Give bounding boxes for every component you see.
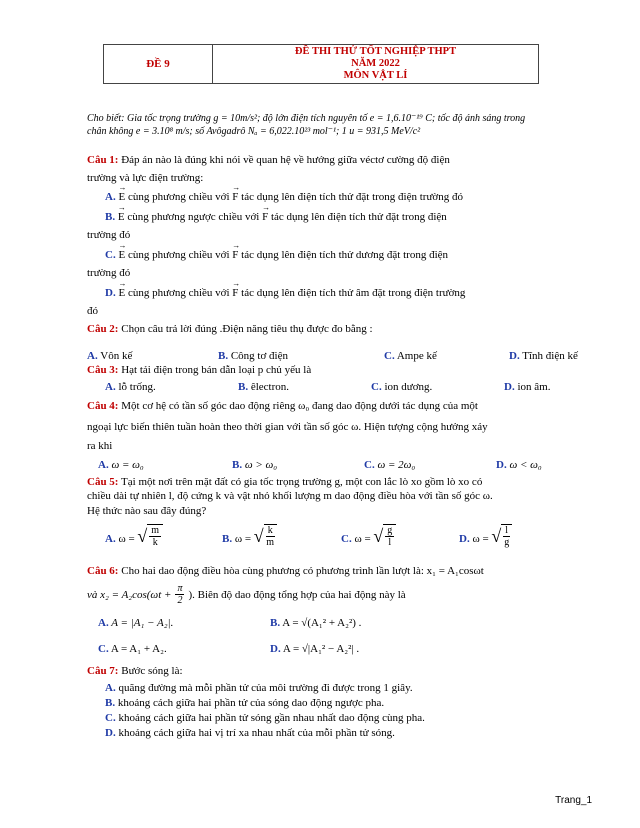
pi-over-2: [173, 583, 186, 606]
option-a-label: A.: [105, 533, 116, 545]
question-3-option-d: [504, 381, 550, 393]
frac-den: m: [266, 537, 275, 548]
option-a-label: A.: [98, 617, 109, 629]
option-a-text: quãng đường mà mỗi phần tử của môi trường đi được trong 1 giây.: [118, 682, 413, 694]
question-7-text: Bước sóng là:: [121, 665, 183, 677]
question-6: [87, 565, 484, 577]
option-b-label: B.: [232, 459, 243, 471]
vector-e: → E: [118, 191, 125, 203]
question-6-text-cont: [87, 583, 406, 606]
question-4-option-a: [98, 459, 144, 471]
option-b-label: B.: [105, 697, 116, 709]
option-b-text: khoảng cách giữa hai phần tử của sóng dao động ngược pha.: [117, 697, 385, 709]
option-c-label: C.: [105, 249, 116, 261]
option-d-label: D.: [459, 533, 470, 545]
frac-den: l: [388, 537, 392, 548]
question-4-option-d: [496, 459, 542, 471]
option-d-tail: tác dụng lên điện tích thử âm đặt trong điện trường: [241, 287, 466, 299]
option-c-text: Ampe kế: [396, 350, 437, 362]
option-d-text: cùng phương chiều với: [127, 287, 230, 299]
omega-eq: ω =: [354, 533, 371, 545]
question-3-option-c: [371, 381, 432, 393]
question-1-label: Câu 1:: [87, 154, 119, 166]
question-4-text-end: ra khi: [87, 440, 113, 452]
question-4-text: Một cơ hệ có tần số góc dao động riêng ω₀ đang dao động dưới tác dụng của một: [121, 400, 478, 412]
question-5-option-a: [105, 524, 163, 548]
question-5-option-b: [222, 524, 277, 548]
vector-e: → E: [118, 287, 125, 299]
option-a-label: A.: [105, 191, 116, 203]
question-7-option-c: [105, 712, 425, 724]
question-3-label: Câu 3:: [87, 364, 119, 376]
sqrt-symbol: √ $\frac{l}{g}$: [491, 524, 512, 548]
option-d-text: ion âm.: [517, 381, 551, 393]
option-a-text: Vôn kế: [100, 350, 133, 362]
option-c-label: C.: [371, 381, 382, 393]
option-c-label: C.: [364, 459, 375, 471]
frac-num: π: [177, 583, 183, 594]
question-1-option-d: [105, 287, 465, 299]
frac-num: m: [151, 525, 160, 536]
option-c-text: ω = 2ω₀: [377, 459, 416, 471]
vector-e: → E: [118, 249, 125, 261]
frac-num: k: [267, 525, 273, 536]
option-c-label: C.: [384, 350, 395, 362]
option-b-text: êlectron.: [250, 381, 290, 393]
option-b-text: A = √(A₁² + A₂²) .: [282, 617, 362, 629]
question-6-option-b: [270, 617, 361, 629]
question-3-option-a: [105, 381, 156, 393]
question-6-eq-start: và x₂ = A₂cos(ωt +: [87, 588, 172, 601]
option-b-label: B.: [270, 617, 281, 629]
page-number: Trang_1: [555, 795, 592, 806]
option-a-label: A.: [105, 381, 116, 393]
question-1-option-a: [105, 191, 463, 203]
omega-eq: ω =: [118, 533, 135, 545]
question-4-option-b: [232, 459, 277, 471]
exam-code: ĐỀ 9: [104, 45, 213, 83]
option-b-label: B.: [218, 350, 229, 362]
question-5-option-d: [459, 524, 512, 548]
option-d-label: D.: [270, 643, 281, 655]
question-6-option-d: [270, 643, 359, 655]
option-b-label: B.: [105, 211, 116, 223]
frac-den: g: [504, 537, 510, 548]
option-c-label: C.: [105, 712, 116, 724]
vector-e: → E: [118, 211, 125, 223]
option-a-label: A.: [87, 350, 98, 362]
option-d-label: D.: [504, 381, 515, 393]
option-c-text: cùng phương chiều với: [127, 249, 230, 261]
vector-f: → F: [262, 211, 268, 223]
question-1-text-cont: trường và lực điện trường:: [87, 172, 204, 184]
option-c-text: ion dương.: [384, 381, 433, 393]
exam-header: [103, 44, 539, 84]
option-d-label: D.: [496, 459, 507, 471]
title-line-2: NĂM 2022: [351, 58, 400, 69]
option-c-label: C.: [98, 643, 109, 655]
sqrt-symbol: √ $\frac{m}{k}$: [137, 524, 163, 548]
question-1-option-d-cont: đó: [87, 305, 98, 317]
option-b-text: cùng phương ngược chiều với: [127, 211, 260, 223]
question-6-text: Cho hai dao động điều hòa cùng phương có phương trình lần lượt là: x₁ = A₁cosωt: [121, 565, 484, 577]
question-7-option-b: [105, 697, 384, 709]
frac-den: k: [152, 537, 158, 548]
question-2-text: Chọn câu trả lời đúng .Điện năng tiêu thụ được đo bằng :: [121, 323, 373, 335]
question-6-option-c: [98, 643, 167, 655]
option-a-tail: tác dụng lên điện tích thử đặt trong điện trường đó: [241, 191, 463, 203]
question-1: [87, 154, 450, 166]
question-5-option-c: [341, 524, 396, 548]
option-c-label: C.: [341, 533, 352, 545]
option-b-label: B.: [238, 381, 249, 393]
question-1-text: Đáp án nào là đúng khi nói về quan hệ về hướng giữa véctơ cường độ điện: [121, 154, 450, 166]
question-7-option-a: [105, 682, 413, 694]
question-2: [87, 323, 373, 335]
question-4-label: Câu 4:: [87, 400, 119, 412]
vector-f: → F: [232, 249, 238, 261]
vector-f: → F: [232, 287, 238, 299]
given-constants-line-1: Cho biết: Gia tốc trọng trường g = 10m/s²; độ lớn điện tích nguyên tố e = 1,6.10⁻¹⁹ C; tốc độ ánh sáng trong: [87, 113, 526, 124]
option-c-text: khoảng cách giữa hai phần tử sóng gần nhau nhất dao động cùng pha.: [118, 712, 425, 724]
option-b-label: B.: [222, 533, 233, 545]
option-d-text: khoảng cách giữa hai vị trí xa nhau nhất của mỗi phần tử sóng.: [118, 727, 395, 739]
question-5: [87, 476, 482, 488]
option-a-text: A = |A₁ − A₂|.: [111, 617, 174, 629]
vector-f: → F: [232, 191, 238, 203]
question-6-option-a: [98, 617, 173, 629]
option-d-text: Tĩnh điện kế: [522, 350, 578, 362]
option-a-label: A.: [105, 682, 116, 694]
question-2-option-c: [384, 350, 437, 362]
option-c-tail: tác dụng lên điện tích thử dương đặt trong điện: [241, 249, 449, 261]
omega-eq: ω =: [234, 533, 252, 545]
question-2-option-d: [509, 350, 578, 362]
question-1-option-c: [105, 249, 448, 261]
option-d-text: A = √|A₁² − A₂²| .: [282, 643, 360, 655]
question-1-option-b: [105, 211, 447, 223]
option-b-tail: tác dụng lên điện tích thử đặt trong điện: [270, 211, 447, 223]
question-1-option-c-cont: trường đó: [87, 267, 131, 279]
question-7-option-d: [105, 727, 395, 739]
option-a-text: ω = ω₀: [111, 459, 144, 471]
exam-title: [213, 45, 538, 83]
question-5-text: Tại một nơi trên mặt đất có gia tốc trọng trường g, một con lắc lò xo gồm lò xo có: [121, 476, 483, 488]
question-4-text-cont: ngoại lực biến thiên tuần hoàn theo thời gian với tần số góc ω. Hiện tượng cộng hưởng xảy: [87, 421, 488, 433]
question-7-label: Câu 7:: [87, 665, 119, 677]
question-6-eq-end: ). Biên độ dao động tổng hợp của hai động này là: [188, 588, 406, 601]
option-c-text: A = A₁ + A₂.: [110, 643, 167, 655]
question-3-text: Hạt tải điện trong bán dẫn loại p chủ yếu là: [121, 364, 312, 376]
question-4-option-c: [364, 459, 415, 471]
option-b-text: ω > ω₀: [244, 459, 278, 471]
option-d-label: D.: [509, 350, 520, 362]
question-5-text-end: Hệ thức nào sau đây đúng?: [87, 505, 207, 517]
option-d-text: ω < ω₀: [509, 459, 542, 471]
question-1-option-b-cont: trường đó: [87, 229, 131, 241]
question-2-option-b: [218, 350, 288, 362]
sqrt-symbol: √ $\frac{g}{l}$: [373, 524, 396, 548]
option-a-text: cùng phương chiều với: [127, 191, 230, 203]
frac-den: 2: [177, 595, 183, 606]
question-3-option-b: [238, 381, 289, 393]
option-b-text: Công tơ điện: [230, 350, 288, 362]
question-4: [87, 400, 478, 412]
question-2-option-a: [87, 350, 132, 362]
title-line-3: MÔN VẬT LÍ: [343, 70, 408, 81]
frac-num: l: [505, 525, 509, 536]
title-line-1: ĐỀ THI THỬ TỐT NGHIỆP THPT: [294, 46, 457, 57]
question-3: [87, 364, 311, 376]
omega-eq: ω =: [472, 533, 489, 545]
sqrt-symbol: √ $\frac{k}{m}$: [254, 524, 277, 548]
option-a-text: lỗ trống.: [118, 381, 156, 393]
question-5-label: Câu 5:: [87, 476, 119, 488]
given-constants-line-2: chân không e = 3.10⁸ m/s; số Avôgadrô Nₐ = 6,022.10²³ mol⁻¹; 1 u = 931,5 MeV/c²: [87, 126, 421, 137]
option-d-label: D.: [105, 287, 116, 299]
question-5-text-cont: chiều dài tự nhiên l, độ cứng k và vật nhỏ khối lượng m dao động điều hòa với tần số góc ω.: [87, 490, 493, 502]
question-6-label: Câu 6:: [87, 565, 119, 577]
question-7: [87, 665, 183, 677]
option-a-label: A.: [98, 459, 109, 471]
frac-num: g: [387, 525, 393, 536]
question-2-label: Câu 2:: [87, 323, 119, 335]
option-d-label: D.: [105, 727, 116, 739]
